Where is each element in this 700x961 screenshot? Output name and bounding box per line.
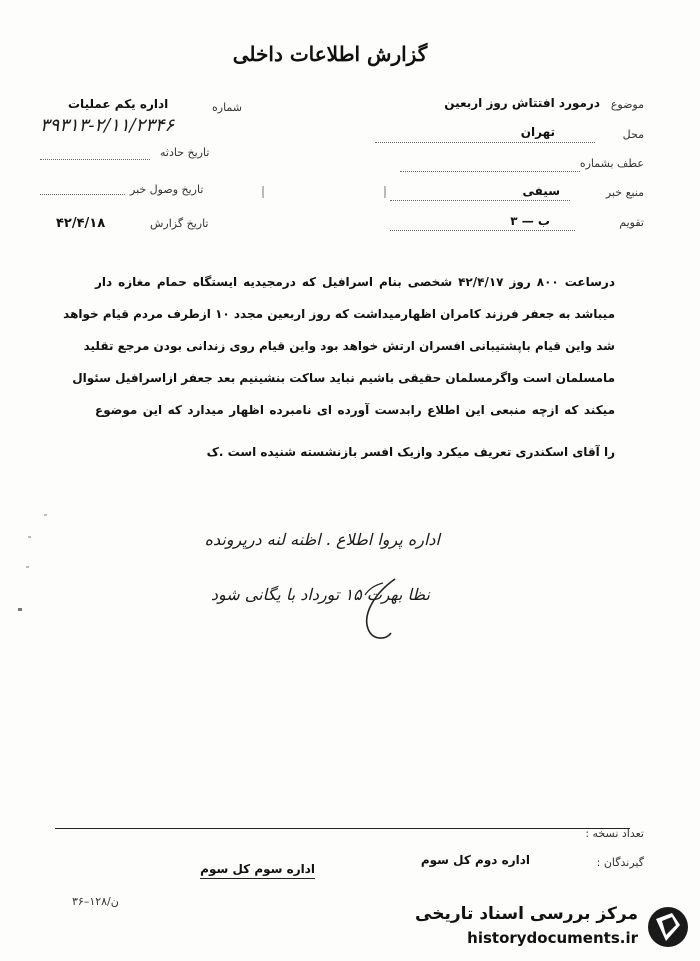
archive-logo-icon: [646, 905, 690, 949]
subject-value: درمورد افتتاش روز اربعین: [444, 96, 600, 110]
office-value: اداره یکم عملیات: [68, 97, 169, 111]
footer-divider: [55, 828, 630, 829]
archive-code: ۳۶–۱۲۸/ن: [72, 895, 119, 908]
body-line-5: میکند که ازچه منبعی این اطلاع رابدست آورده ای نامبرده اظهار میدارد که این موضوع: [95, 403, 615, 417]
source-dotted-line: [390, 199, 570, 201]
scan-speck: [18, 608, 22, 611]
incident-date-dotted-line: [40, 158, 150, 160]
handwritten-note-1: اداره پروا اطلاع . اظنه لنه درپرونده: [204, 530, 440, 549]
location-label: محل: [622, 128, 644, 141]
scan-speck: [262, 186, 264, 198]
source-value: سیفی: [522, 184, 560, 198]
rating-label: تقویم: [619, 216, 644, 229]
recipients-label: گیرندگان :: [596, 856, 644, 869]
scan-speck: [44, 514, 47, 516]
receipt-date-dotted-line: [40, 193, 125, 195]
rating-dotted-line: [390, 229, 575, 231]
report-date-label: تاریخ گزارش: [150, 217, 209, 230]
location-value: تهران: [520, 125, 555, 139]
body-line-1: درساعت ۸۰۰ روز ۴۲/۴/۱۷ شخصی بنام اسرافیل که درمجیدیه ایستگاه حمام مغازه دار: [95, 275, 615, 289]
scan-speck: [28, 536, 31, 538]
scan-speck: [384, 186, 386, 198]
reference-dotted-line: [400, 170, 580, 172]
handwritten-number: ۳۹۳۱۳-۲/۱۱/۲۳۴۶: [40, 115, 175, 136]
location-dotted-line: [375, 141, 595, 143]
source-label: منبع خبر: [605, 186, 644, 199]
document-title: گزارش اطلاعات داخلی: [232, 42, 428, 66]
office-label: شماره: [212, 101, 243, 114]
watermark-name: مرکز بررسی اسناد تاریخی: [415, 904, 638, 924]
body-line-6: را آقای اسکندری تعریف میکرد وازیک افسر بازنشسته شنیده است .ک: [206, 445, 615, 459]
handwritten-note-2: نظا بهرت ۱۵ تورداد با یگانی شود: [210, 585, 430, 604]
copies-label: تعداد نسخه :: [585, 827, 644, 840]
incident-date-label: تاریخ حادثه: [160, 146, 210, 159]
receipt-date-label: تاریخ وصول خبر: [130, 183, 204, 196]
subject-label: موضوع: [610, 98, 644, 111]
recipient-1: اداره دوم کل سوم: [420, 853, 530, 867]
handwritten-signature-mark: [355, 575, 415, 645]
recipient-2: اداره سوم کل سوم: [200, 862, 315, 879]
rating-value: ب — ۳: [510, 214, 550, 228]
reference-label: عطف بشماره: [579, 157, 644, 170]
scan-speck: [26, 566, 29, 568]
body-line-2: میباشد به جعفر فرزند کامران اظهارمیداشت که روز اربعین مجدد ۱۰ ازطرف مردم قیام خواهد: [63, 307, 615, 321]
body-line-4: مامسلمان است واگرمسلمان حقیقی باشیم نباید ساکت بنشینیم بعد جعفر ازاسرافیل سئوال: [72, 371, 615, 385]
watermark-url: historydocuments.ir: [467, 929, 638, 947]
report-date-value: ۴۲/۴/۱۸: [56, 216, 106, 231]
body-line-3: شد واین قیام باپشتیبانی افسران ارتش خواهد بود واین قیام روی زندانی بودن مرجع تقلید: [83, 339, 615, 353]
